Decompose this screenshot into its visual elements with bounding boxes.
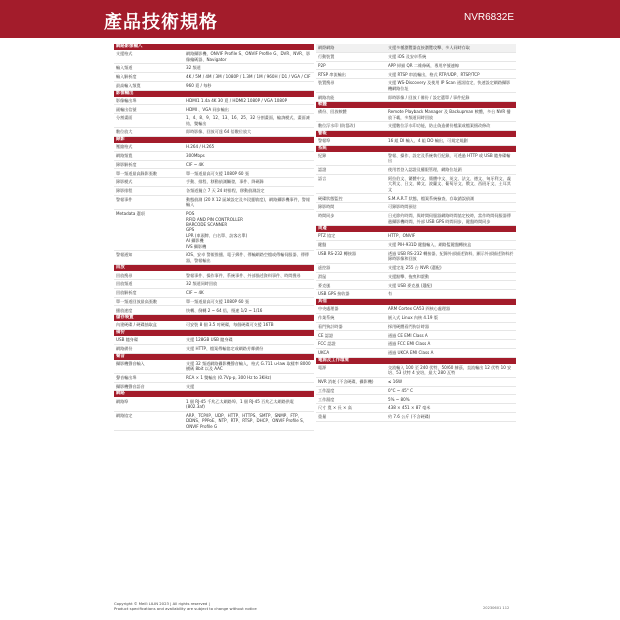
spec-row	[316, 137, 516, 146]
spec-value: 網路攝影機、ONVIF Profile S、ONVIF Profile G、DVR、NVR、影像編碼器、Navigator	[186, 51, 311, 62]
spec-row	[114, 178, 314, 187]
spec-value: 各頻道獨立 7 天 24 時排程，移動偵測設定	[186, 188, 265, 194]
spec-row	[114, 306, 314, 315]
section-header: 電源及工作環境	[316, 358, 516, 364]
spec-value: Remote Playback Manager 及 Backupman 軟體，多台 NVR 播放下載，多頻道同時回放	[388, 109, 511, 120]
spec-row	[114, 143, 314, 152]
spec-row	[316, 378, 516, 387]
spec-row	[114, 161, 314, 170]
spec-row	[316, 203, 516, 212]
spec-row	[114, 321, 314, 330]
spec-value: HDMI1 1.4a 4K 30 覓 / HDMI2 1080P / VGA 1080P	[186, 97, 288, 103]
spec-value: 可錄影時間預估	[388, 204, 417, 210]
spec-value: 可安裝 8 個 3.5 吋硬碟，每個硬碟可支援 16TB	[186, 322, 274, 328]
spec-row	[316, 281, 516, 290]
spec-label: 輸入頻道	[116, 65, 133, 71]
spec-label: 錄影排程	[116, 188, 133, 194]
spec-label: 錄影時間	[318, 204, 335, 210]
spec-value: 支援	[186, 383, 195, 389]
spec-row	[316, 413, 516, 422]
spec-label: 備份、回放軟體	[318, 109, 347, 115]
spec-row	[316, 194, 516, 203]
spec-label: 錄影模式	[116, 179, 133, 185]
spec-value: HDMI 、VGA 同步輸出	[186, 106, 229, 112]
spec-label: 網路備份	[116, 346, 133, 351]
spec-row	[114, 397, 314, 411]
section-header: 周邊	[316, 226, 516, 232]
spec-row	[316, 241, 516, 250]
spec-row	[316, 44, 516, 53]
spec-value: 支援數位浮水印功能，防止偽造備份檔案或檔案擅改修改	[388, 123, 491, 129]
spec-label: 硬碟狀態監控	[318, 195, 343, 201]
spec-value: 960 覓 / 每秒	[186, 82, 212, 88]
spec-row	[316, 53, 516, 62]
spec-label: CE 認證	[318, 332, 333, 338]
spec-row	[316, 264, 516, 273]
spec-row	[316, 79, 516, 93]
spec-value: 0°C ~ 45° C	[388, 387, 413, 393]
spec-label: 看門狗計時器	[318, 323, 343, 329]
spec-row	[316, 404, 516, 413]
section-header: 警報	[316, 131, 516, 137]
spec-row	[114, 114, 314, 128]
spec-label: 電源	[318, 364, 327, 370]
spec-value: 手動、排程、移動偵測觸發，事件、降碼錄	[186, 179, 264, 185]
spec-column-left	[114, 44, 314, 431]
spec-value: 支援多種瀏覽器直接瀏覽攻擊、多人同時存取	[388, 45, 470, 51]
spec-label: 網路埠	[116, 398, 129, 404]
spec-value: 16 組 DI 輸入、4 組 DO 輸出，可規定規劃	[388, 138, 468, 144]
spec-row	[316, 273, 516, 282]
spec-value: H.264 / H.265	[186, 144, 215, 150]
spec-value: 支援 32 頻道網路攝影機聲音輸入，格式 G.711 u-law 取樣率 8000 橫碼 8bit 以及 AAC	[186, 360, 311, 372]
spec-label: 裝置搜尋	[318, 80, 335, 86]
spec-row	[316, 62, 516, 71]
spec-row	[316, 323, 516, 332]
spec-row	[316, 331, 516, 340]
spec-column-right	[316, 44, 516, 422]
spec-label: 作業系統	[318, 315, 335, 320]
spec-row	[316, 250, 516, 264]
spec-label: 副輸出信號	[116, 106, 137, 112]
spec-row	[316, 212, 516, 226]
section-header: 回放	[114, 265, 314, 271]
spec-label: 時間同步	[318, 213, 335, 219]
spec-label: 滑鼠	[318, 273, 327, 279]
spec-label: 數位浮水印 (防篡改)	[318, 123, 356, 129]
spec-value: 32 頻道同時回放	[186, 281, 218, 287]
spec-label: 回放解析度	[116, 290, 137, 296]
section-header: 備份	[114, 330, 314, 336]
spec-value: 透過 USB RS-232 轉接器，紀錄外部描述資料，顯示外部描述資料於錄時影像和回放	[388, 250, 514, 262]
spec-value: ≤ 16W	[388, 379, 402, 385]
spec-value: 警報事件、操作事件、系統事件、外部描述資料事件、時間搜尋	[186, 272, 301, 278]
spec-value: 單一頻道最高可支援 1080P 60 張	[186, 298, 249, 304]
spec-label: 回放頻道	[116, 281, 133, 287]
spec-label: 支援格式	[116, 51, 133, 57]
spec-row	[114, 289, 314, 298]
spec-value: RCA × 1 雙輸出 (0.7Vp-p, 300 Hz to 3KHz)	[186, 374, 272, 380]
spec-row	[114, 196, 314, 210]
spec-label: USB 隨身碟	[116, 337, 138, 343]
spec-label: 網路功能	[318, 94, 335, 100]
section-header: 軟體	[316, 102, 516, 108]
section-header: 網路	[114, 391, 314, 397]
spec-value: 支援 WS-Discovery 及使用 IP Scan 通訊協定，快速設定網路攝影機網路位址	[388, 80, 511, 91]
spec-row	[114, 82, 314, 91]
spec-label: UKCA	[318, 350, 330, 356]
spec-row	[114, 152, 314, 161]
spec-row	[114, 64, 314, 73]
spec-label: USB RS-232 轉接器	[318, 250, 357, 256]
spec-label: 網路頻寬	[116, 153, 133, 159]
spec-row	[114, 360, 314, 374]
spec-value: 支援 HTTP、檔案傳輸協定或網路芳鄰備份	[186, 346, 264, 351]
page-title: 產品技術規格	[104, 12, 218, 33]
spec-row	[316, 108, 516, 122]
spec-value: 通過 UKCA EMI Class A	[388, 350, 434, 356]
spec-row	[114, 105, 314, 114]
spec-value: S.M.A.R.T 狀態，檔案系統檢查，存取錯誤偵測	[388, 195, 475, 201]
spec-row	[316, 232, 516, 241]
footer	[114, 601, 257, 611]
spec-label: P2P	[318, 62, 326, 68]
section-header: 聲音	[114, 354, 314, 360]
spec-row	[114, 345, 314, 354]
spec-label: 警報埠	[318, 138, 331, 144]
spec-label: 最高輸入頻寬	[116, 82, 141, 88]
spec-value: 即時影像、回放可達 64 倍數位放大	[186, 129, 252, 135]
spec-value: HTTP、ONVIF	[388, 233, 416, 239]
spec-value: 5% ~ 80%	[388, 396, 410, 402]
spec-label: 壓縮格式	[116, 144, 133, 150]
spec-label: Metadata 選項	[116, 211, 145, 217]
spec-value: 支援 RTSP 串流輸出，格式 RTP/UDP、RTSP/TCP	[388, 71, 480, 77]
spec-label: 重量	[318, 414, 327, 420]
spec-label: 遙控器	[318, 265, 331, 271]
spec-value: 阿拉伯文、繁體中文、簡體中文、英文、法文、德文、匈牙利文、義大利文、日文、韓文、波蘭文、葡萄牙文、俄文、西班牙文、土耳其文	[388, 176, 511, 192]
spec-label: 錄影解析度	[116, 161, 137, 167]
spec-label: 單一頻道最高錄影張數	[116, 170, 157, 176]
spec-label: 中央處理器	[318, 306, 339, 312]
spec-label: PTZ 協定	[318, 233, 336, 239]
spec-value: 警報、操作、設定及系統執行紀錄，可透過 HTTP 或 USB 隨身碟輸出	[388, 153, 511, 164]
spec-value: 使用者登入認證及權限管理，網路位址鎖	[388, 167, 462, 173]
spec-label: 紀錄	[318, 153, 327, 159]
spec-value: 快轉、倒轉 2 ~ 64 倍，慢速 1/2 ~ 1/16	[186, 307, 263, 313]
disclaimer-text: Product specifications and availability are subject to change without notice	[114, 606, 257, 611]
spec-value: CIF ~ 4K	[186, 161, 204, 167]
spec-value: 438 × 451 × 87 毫米	[388, 405, 431, 411]
spec-label: 單一頻道回放最高張數	[116, 298, 157, 304]
spec-value: POS RFID AND PIN CONTROLLER BARCODE SCANNER GPS LPR (車頭牌、白名單、訪客名單) AI 攝影機 IVS 攝影機	[186, 211, 248, 249]
spec-row	[114, 128, 314, 137]
spec-label: 影像輸出埠	[116, 97, 137, 103]
spec-label: 輸入解析度	[116, 74, 137, 80]
spec-label: 內建硬碟 / 硬碟抽取盒	[116, 322, 157, 328]
spec-row	[114, 169, 314, 178]
spec-label: 網路協定	[116, 412, 133, 418]
spec-value: 支援定址 255 台 NVR (選配)	[388, 265, 442, 271]
spec-label: 攝影機聲音輸入	[116, 360, 145, 366]
spec-row	[316, 152, 516, 166]
spec-row	[114, 280, 314, 289]
spec-value: 單一頻道最高可支援 1080P 60 張	[186, 170, 249, 176]
spec-value: 支援 128GB USB 隨身碟	[186, 337, 233, 343]
spec-value: 交流輸入 100 至 240 伏特，50/60 赫茲，直流輸出 12 伏特 10 安培、53 伏特 4 安培，最大 280 瓦特	[388, 364, 512, 376]
spec-value: 通過 CE EMI Class A	[388, 332, 428, 338]
spec-label: 警報通知	[116, 252, 133, 258]
spec-row	[114, 210, 314, 251]
spec-label: 鍵盤	[318, 242, 327, 248]
spec-label: 攝影機聲音語音	[116, 383, 145, 389]
spec-row	[316, 122, 516, 131]
spec-value: ARM Cortex CA53 四核心處理器	[388, 306, 451, 312]
spec-value: 日光節約時間，與時間伺服器網路時間協定校時，當作時間伺服器傳遞攝影機時間，外部 USB GPS 時間同步，鍵盤時間同步	[388, 213, 511, 224]
spec-row	[316, 93, 516, 102]
spec-label: NVR 消耗 (不含硬碟、攝影機)	[318, 379, 374, 385]
spec-row	[316, 364, 516, 378]
spec-value: 動態偵測 (20 X 12 區域設定及多段靈敏度)，網路攝影機事件，警報輸入	[186, 196, 310, 208]
spec-value: 支援 iOS 及安卓系統	[388, 53, 427, 59]
spec-label: 行動裝置	[318, 53, 335, 59]
spec-row	[114, 50, 314, 64]
spec-value: 採用硬體看門狗計時器	[388, 323, 429, 329]
spec-row	[316, 305, 516, 314]
spec-label: 警報事件	[116, 196, 133, 202]
spec-label: FCC 認證	[318, 341, 336, 347]
spec-label: 語言	[318, 176, 327, 181]
spec-row	[316, 349, 516, 358]
spec-value: 4K / 5M / 4M / 3M / 1080P / 1.3M / 1M / 960H / D1 / VGA / CIF	[186, 74, 311, 80]
section-header: 其他	[316, 299, 516, 305]
spec-value: iOS、安卓 警報推播、電子郵件、傳輸網路空檔或傳輸伺服器、傳傳器，警報輸出	[186, 252, 309, 263]
spec-row	[114, 251, 314, 265]
spec-row	[114, 187, 314, 196]
spec-value: 約 7.6 公斤 (不含硬碟)	[388, 414, 431, 420]
spec-value: 32 頻道	[186, 65, 201, 71]
spec-row	[114, 271, 314, 280]
spec-value: 1、4、8、9、12、13、16、25、32 分割畫面，輪詢模式，畫面凍結，雙輸出	[186, 115, 310, 126]
spec-value: 支援點擊、拖曳和滾動	[388, 273, 429, 279]
spec-label: 麥克風	[318, 282, 331, 288]
page-header	[0, 0, 620, 38]
spec-row	[316, 70, 516, 79]
spec-label: 工作溫度	[318, 387, 335, 393]
spec-value: 1 個 RJ-45 千兆乙太網路埠、1 個 RJ-45 百兆乙太網路供電 (802.3af)	[186, 398, 294, 409]
section-header: 影像輸出	[114, 91, 314, 97]
document-number: 20230601 112	[483, 606, 510, 610]
spec-row	[316, 314, 516, 323]
spec-value: 支援 PIH-931D 鍵盤輸入，網路監鍵盤轉接盒	[388, 242, 472, 248]
spec-label: 分割畫面	[116, 115, 133, 121]
spec-value: APP 掃描 QR 二維條碼，專用序號連線	[388, 62, 459, 68]
spec-label: USB GPS 接收器	[318, 291, 350, 297]
spec-row	[114, 374, 314, 383]
section-header: 系統	[316, 146, 516, 152]
model-number: NVR6832E	[463, 12, 514, 23]
spec-row	[316, 387, 516, 396]
spec-row	[316, 175, 516, 195]
spec-row	[316, 340, 516, 349]
section-header: 儲存裝置	[114, 315, 314, 321]
spec-row	[114, 97, 314, 106]
spec-label: 尺寸 寬 × 長 × 高	[318, 405, 352, 411]
spec-label: 數位放大	[116, 129, 133, 135]
spec-value: 支援 USB 麥克風 (選配)	[388, 282, 433, 288]
spec-row	[316, 166, 516, 175]
spec-label: 聲音輸出埠	[116, 374, 137, 380]
spec-label: 回放搜尋	[116, 272, 133, 278]
spec-row	[316, 290, 516, 299]
spec-row	[114, 298, 314, 307]
spec-label: 網際網路	[318, 45, 335, 51]
section-header: 網路影像輸入	[114, 44, 314, 50]
section-header: 錄影	[114, 137, 314, 143]
spec-row	[114, 336, 314, 345]
spec-value: 通過 FCC EMI Class A	[388, 341, 431, 347]
spec-row	[114, 73, 314, 82]
spec-value: 300Mbps	[186, 153, 205, 159]
spec-value: 有	[388, 291, 393, 297]
spec-value: CIF ~ 4K	[186, 290, 204, 296]
spec-row	[114, 412, 314, 432]
spec-value: 即時影像 / 回放 / 備份 / 設定選單 / 事件紀錄	[388, 94, 470, 100]
spec-row	[316, 395, 516, 404]
spec-label: 工作濕度	[318, 396, 335, 402]
spec-row	[114, 383, 314, 392]
spec-label: 認證	[318, 167, 327, 173]
spec-value: 嵌入式 Linux 內核 4.19 版	[388, 315, 438, 320]
spec-label: RTSP 串流輸出	[318, 71, 346, 77]
spec-value: ARP、TCP/IP、UDP、HTTP、HTTPS、SMTP、SNMP、FTP、DDNS、PPPoE、NTP、RTP、RTSP、DHCP、ONVIF Profile S、ONVIF Profile G	[186, 412, 307, 429]
spec-label: 播放速度	[116, 307, 133, 313]
copyright-text: Copyright © Meilì LILIN 2023 | All rights reserved |	[114, 601, 210, 606]
